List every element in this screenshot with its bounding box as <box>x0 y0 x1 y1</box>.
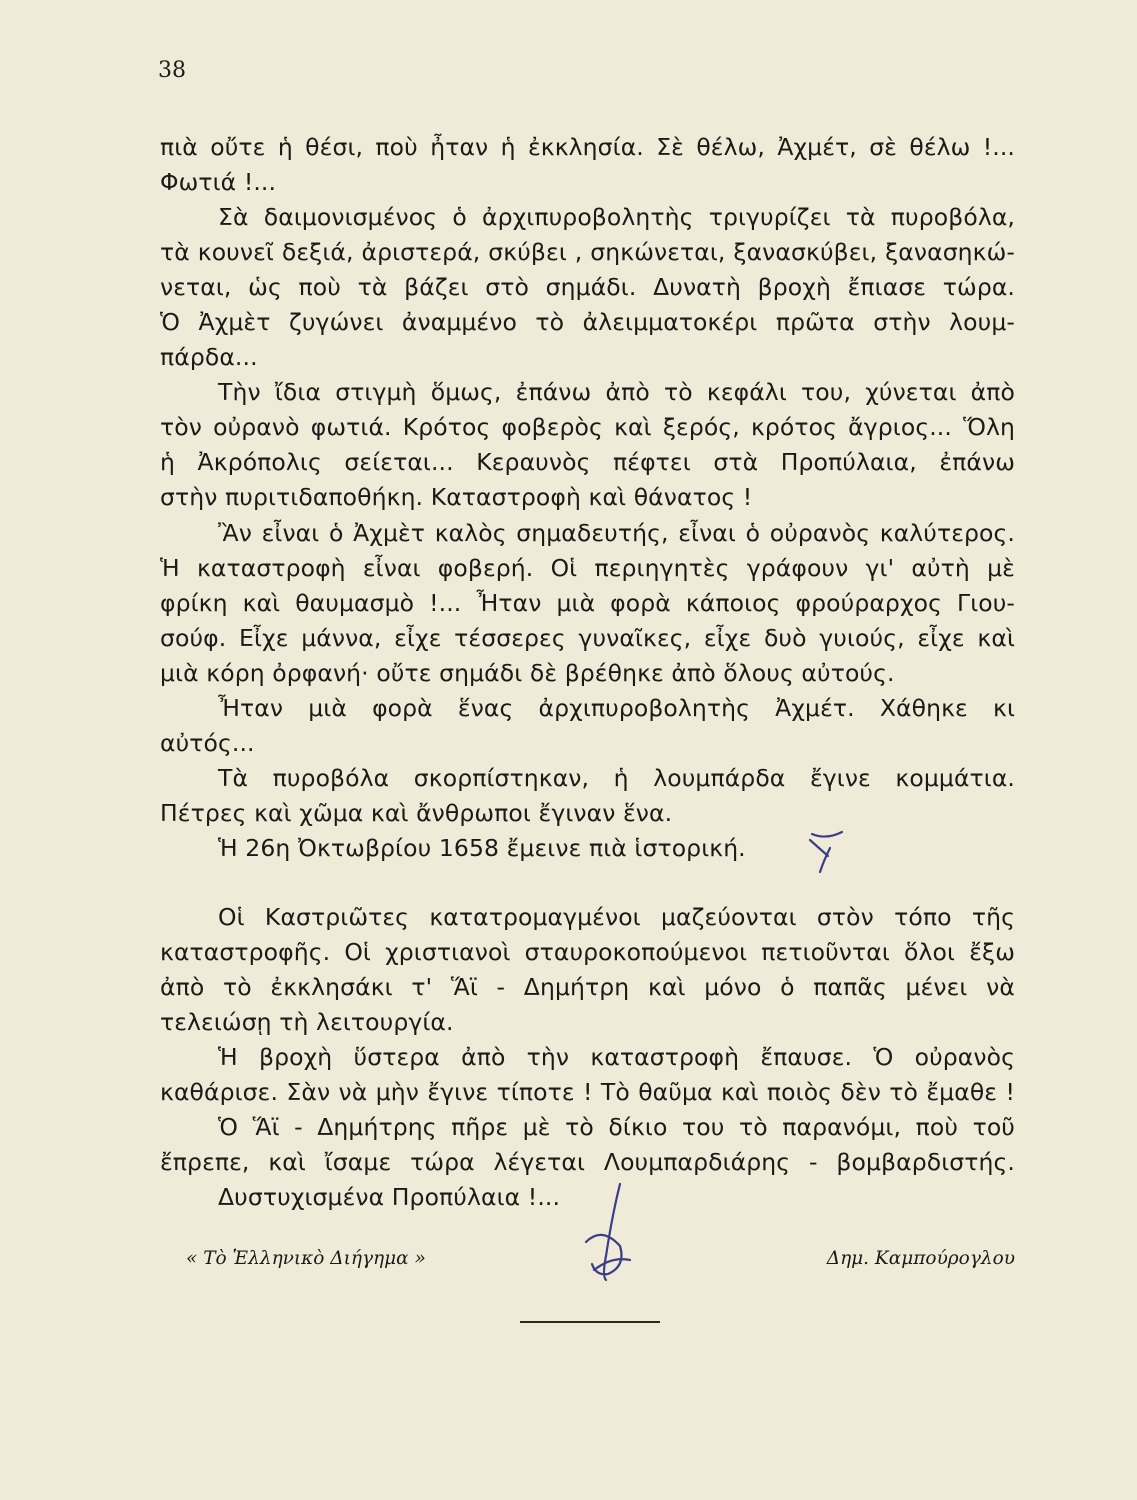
text-line: Ὁ Ἅϊ - Δημήτρης πῆρε μὲ τὸ δίκιο του τὸ παρανόμι, ποὺ τοῦ <box>218 1113 1015 1141</box>
page-number: 38 <box>158 58 186 83</box>
text-line: Τὴν ἴδια στιγμὴ ὅμως, ἐπάνω ἀπὸ τὸ κεφάλι του, χύνεται ἀπὸ <box>218 378 1015 406</box>
text-line: Σὰ δαιμονισμένος ὁ ἀρχιπυροβολητὴς τριγυρίζει τὰ πυροβόλα, <box>218 203 1015 231</box>
text-line: ἔπρεπε, καὶ ἴσαμε τώρα λέγεται Λουμπαρδιάρης - βομβαρδιστής. <box>160 1148 1015 1176</box>
text-line: Οἱ Καστριῶτες κατατρομαγμένοι μαζεύονται στὸν τόπο τῆς <box>218 903 1015 931</box>
author-name: Δημ. Καμπούρογλου <box>826 1248 1015 1269</box>
source-title: « Τὸ Ἑλληνικὸ Διήγημα » <box>186 1248 426 1269</box>
text-line: Τὰ πυροβόλα σκορπίστηκαν, ἡ λουμπάρδα ἔγινε κομμάτια. <box>218 764 1015 792</box>
text-line: Πέτρες καὶ χῶμα καὶ ἄνθρωποι ἔγιναν ἕνα. <box>160 799 673 827</box>
text-line: νεται, ὡς ποὺ τὰ βάζει στὸ σημάδι. Δυνατὴ βροχὴ ἔπιασε τώρα. <box>160 273 1015 301</box>
text-line: τὸν οὐρανὸ φωτιά. Κρότος φοβερὸς καὶ ξερός, κρότος ἄγριος... Ὅλη <box>160 413 1015 441</box>
text-line: Ὁ Ἀχμὲτ ζυγώνει ἀναμμένο τὸ ἀλειμματοκέρι πρῶτα στὴν λουμ- <box>160 308 1015 336</box>
text-line: καθάρισε. Σὰν νὰ μὴν ἔγινε τίποτε ! Τὸ θαῦμα καὶ ποιὸς δὲν τὸ ἔμαθε ! <box>160 1078 1015 1106</box>
text-line: πιὰ οὔτε ἡ θέσι, ποὺ ἦταν ἡ ἐκκλησία. Σὲ θέλω, Ἀχμέτ, σὲ θέλω !... <box>160 133 1015 161</box>
text-line: Δυστυχισμένα Προπύλαια !... <box>218 1183 561 1211</box>
text-line: Ἡ καταστροφὴ εἶναι φοβερή. Οἱ περιηγητὲς γράφουν γι' αὐτὴ μὲ <box>160 554 1015 582</box>
text-line: Ἡ 26η Ὀκτωβρίου 1658 ἔμεινε πιὰ ἱστορική. <box>218 834 746 862</box>
text-line: πάρδα... <box>160 343 258 371</box>
text-line: Ἂν εἶναι ὁ Ἀχμὲτ καλὸς σημαδευτής, εἶναι ὁ οὐρανὸς καλύτερος. <box>218 519 1015 547</box>
text-line: μιὰ κόρη ὀρφανή· οὔτε σημάδι δὲ βρέθηκε ἀπὸ ὅλους αὐτούς. <box>160 659 895 687</box>
text-line: καταστροφῆς. Οἱ χριστιανοὶ σταυροκοπούμενοι πετιοῦνται ὅλοι ἔξω <box>160 938 1015 966</box>
text-line: ἡ Ἀκρόπολις σείεται... Κεραυνὸς πέφτει στὰ Προπύλαια, ἐπάνω <box>160 448 1015 476</box>
text-line: Φωτιά !... <box>160 168 277 196</box>
text-line: αὐτός... <box>160 729 255 757</box>
text-line: σούφ. Εἶχε μάννα, εἶχε τέσσερες γυναῖκες, εἶχε δυὸ γυιούς, εἶχε καὶ <box>160 624 1015 652</box>
text-line: Ἦταν μιὰ φορὰ ἕνας ἀρχιπυροβολητὴς Ἀχμέτ. Χάθηκε κι <box>218 694 1015 722</box>
text-line: Ἡ βροχὴ ὕστερα ἀπὸ τὴν καταστροφὴ ἔπαυσε. Ὁ οὐρανὸς <box>218 1043 1015 1071</box>
text-line: τὰ κουνεῖ δεξιά, ἀριστερά, σκύβει , σηκώνεται, ξανασκύβει, ξανασηκώ- <box>160 238 1015 266</box>
text-line: τελειώσῃ τὴ λειτουργία. <box>160 1008 454 1036</box>
text-line: ἀπὸ τὸ ἐκκλησάκι τ' Ἅϊ - Δημήτρη καὶ μόνο ὁ παπᾶς μένει νὰ <box>160 973 1015 1001</box>
text-line: φρίκη καὶ θαυμασμὸ !... Ἦταν μιὰ φορὰ κάποιος φρούραρχος Γιου- <box>160 589 1015 617</box>
end-rule <box>520 1321 660 1323</box>
text-line: στὴν πυριτιδαποθήκη. Καταστροφὴ καὶ θάνατος ! <box>160 483 753 511</box>
